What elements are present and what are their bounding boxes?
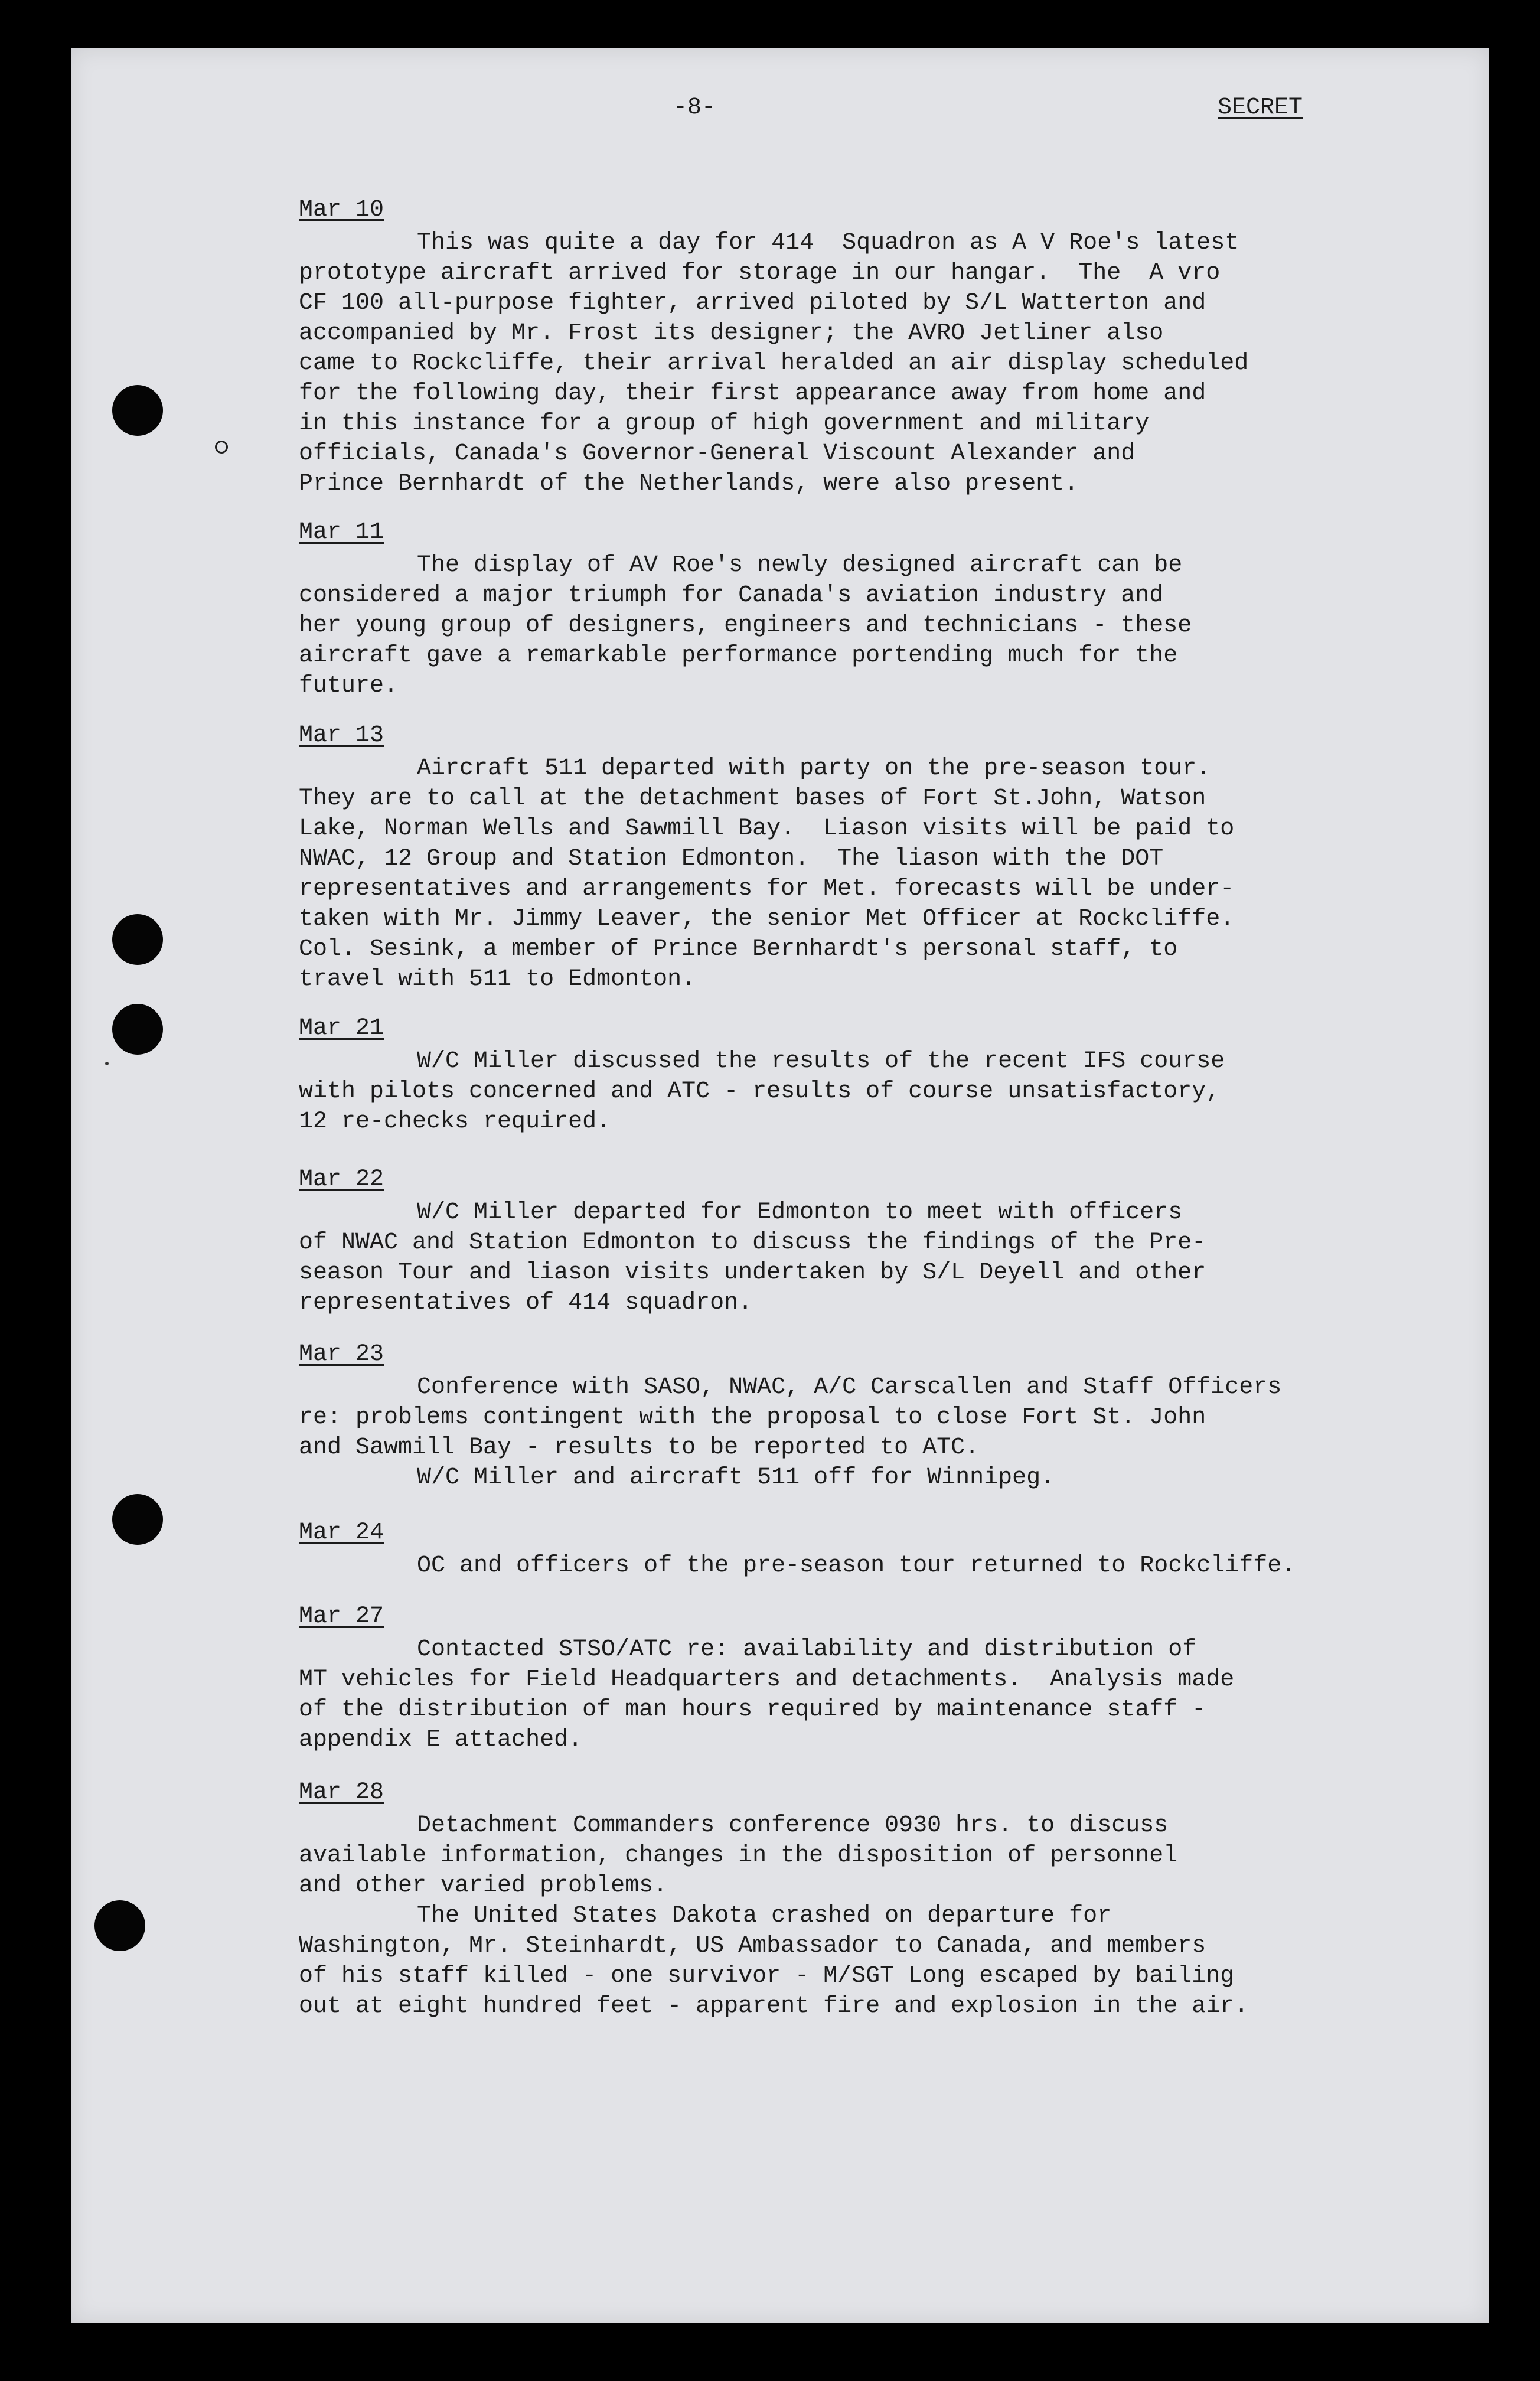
entry-date: Mar 28 — [299, 1779, 384, 1806]
entry-text-line: W/C Miller and aircraft 511 off for Winnipeg. — [417, 1465, 1055, 1491]
page-number: -8- — [673, 94, 716, 121]
entry-text-line: future. — [299, 673, 399, 699]
entry-text-line: OC and officers of the pre-season tour returned to Rockcliffe. — [417, 1552, 1296, 1579]
entry-text-line: Contacted STSO/ATC re: availability and distribution of — [417, 1636, 1197, 1663]
classification-marking: SECRET — [1218, 94, 1303, 121]
entry-text-line: They are to call at the detachment bases of Fort St.John, Watson — [299, 785, 1206, 812]
entry-text-line: travel with 511 to Edmonton. — [299, 966, 696, 993]
punch-hole — [94, 1900, 145, 1951]
entry-date: Mar 23 — [299, 1341, 384, 1368]
entry-text-line: Prince Bernhardt of the Netherlands, were also present. — [299, 471, 1079, 497]
diary-entry — [299, 1165, 1206, 1318]
entry-text-line: This was quite a day for 414 Squadron as A V Roe's latest — [417, 230, 1239, 256]
punch-hole-mark — [215, 441, 228, 454]
entry-text-line: accompanied by Mr. Frost its designer; the AVRO Jetliner also — [299, 320, 1164, 347]
entry-text-line: officials, Canada's Governor-General Viscount Alexander and — [299, 441, 1136, 467]
entry-text-line: available information, changes in the disposition of personnel — [299, 1842, 1178, 1869]
entry-text-line: The display of AV Roe's newly designed aircraft can be — [417, 552, 1183, 579]
paper-speck — [105, 1062, 109, 1065]
entry-text-line: her young group of designers, engineers and technicians - these — [299, 612, 1192, 639]
entry-text-line: Washington, Mr. Steinhardt, US Ambassador to Canada, and members — [299, 1933, 1206, 1959]
entry-text-line: taken with Mr. Jimmy Leaver, the senior Met Officer at Rockcliffe. — [299, 906, 1235, 932]
entry-text-line: CF 100 all-purpose fighter, arrived piloted by S/L Watterton and — [299, 290, 1206, 317]
entry-date: Mar 13 — [299, 722, 384, 749]
entry-text-line: considered a major triumph for Canada's aviation industry and — [299, 582, 1164, 609]
entry-text-line: W/C Miller departed for Edmonton to meet with officers — [417, 1199, 1183, 1226]
entry-text-line: of his staff killed - one survivor - M/SGT Long escaped by bailing — [299, 1963, 1235, 1989]
punch-hole — [112, 385, 163, 436]
diary-entry — [299, 1013, 1225, 1137]
entry-text-line: out at eight hundred feet - apparent fire and explosion in the air. — [299, 1993, 1249, 2020]
punch-hole — [112, 1004, 163, 1055]
entry-text-line: came to Rockcliffe, their arrival heralded an air display scheduled — [299, 350, 1249, 377]
entry-text-line: Lake, Norman Wells and Sawmill Bay. Liason visits will be paid to — [299, 816, 1235, 842]
entry-text-line: MT vehicles for Field Headquarters and detachments. Analysis made — [299, 1666, 1235, 1693]
entry-text-line: 12 re-checks required. — [299, 1108, 611, 1135]
entry-text-line: representatives and arrangements for Met. forecasts will be under- — [299, 876, 1235, 902]
entry-text-line: Detachment Commanders conference 0930 hrs. to discuss — [417, 1812, 1169, 1839]
entry-date: Mar 27 — [299, 1603, 384, 1630]
diary-entry — [299, 1777, 1248, 2021]
entry-text-line: representatives of 414 squadron. — [299, 1290, 753, 1316]
entry-text-line: re: problems contingent with the proposal to close Fort St. John — [299, 1404, 1206, 1431]
entry-text-line: Col. Sesink, a member of Prince Bernhardt's personal staff, to — [299, 936, 1178, 963]
entry-text-line: Conference with SASO, NWAC, A/C Carscallen and Staff Officers — [417, 1374, 1282, 1401]
entry-text-line: Aircraft 511 departed with party on the pre-season tour. — [417, 755, 1211, 782]
punch-hole — [112, 914, 163, 965]
entry-text-line: and Sawmill Bay - results to be reported to ATC. — [299, 1434, 980, 1461]
entry-text-line: appendix E attached. — [299, 1727, 583, 1753]
entry-text-line: aircraft gave a remarkable performance portending much for the — [299, 642, 1178, 669]
diary-entry — [299, 1602, 1234, 1755]
entry-text-line: season Tour and liason visits undertaken by S/L Deyell and other — [299, 1260, 1206, 1286]
entry-text-line: for the following day, their first appearance away from home and — [299, 380, 1206, 407]
entry-text-line: in this instance for a group of high government and military — [299, 410, 1150, 437]
entry-text-line: NWAC, 12 Group and Station Edmonton. The liason with the DOT — [299, 846, 1164, 872]
entry-date: Mar 24 — [299, 1519, 384, 1546]
entry-date: Mar 22 — [299, 1166, 384, 1193]
entry-text-line: with pilots concerned and ATC - results of course unsatisfactory, — [299, 1078, 1221, 1105]
entry-date: Mar 21 — [299, 1015, 384, 1042]
entry-text-line: and other varied problems. — [299, 1873, 668, 1899]
entry-date: Mar 11 — [299, 519, 384, 546]
diary-entry — [299, 1518, 1296, 1581]
diary-entry — [299, 720, 1234, 994]
entry-text-line: The United States Dakota crashed on departure for — [417, 1903, 1112, 1929]
entry-text-line: prototype aircraft arrived for storage in our hangar. The A vro — [299, 260, 1221, 286]
diary-entry — [299, 517, 1192, 701]
punch-hole — [112, 1494, 163, 1545]
entry-text-line: of NWAC and Station Edmonton to discuss the findings of the Pre- — [299, 1229, 1206, 1256]
entry-text-line: of the distribution of man hours required by maintenance staff - — [299, 1697, 1206, 1723]
diary-entry — [299, 1339, 1281, 1493]
diary-entry — [299, 195, 1248, 499]
entry-date: Mar 10 — [299, 197, 384, 223]
entry-text-line: W/C Miller discussed the results of the recent IFS course — [417, 1048, 1225, 1075]
